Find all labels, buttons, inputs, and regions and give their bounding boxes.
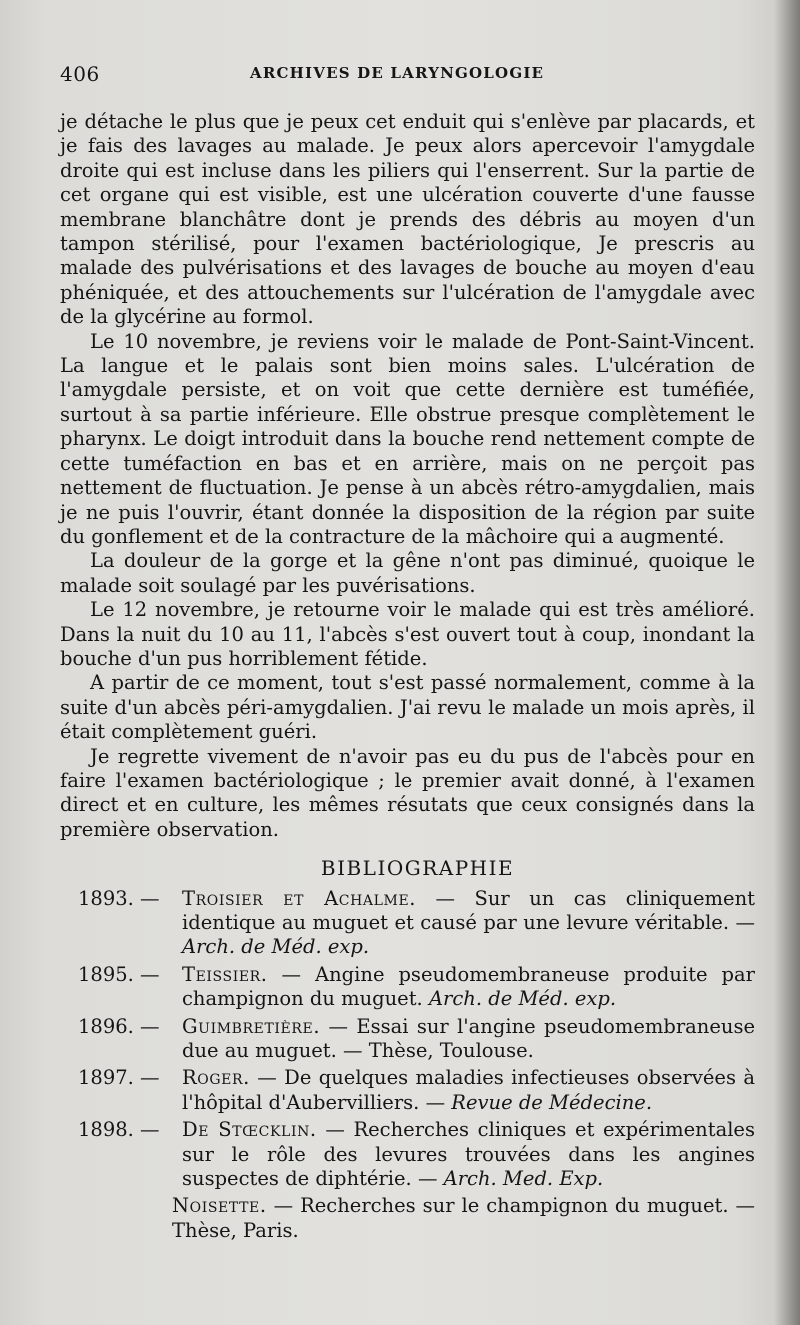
bibliography-entry xyxy=(60,1066,755,1115)
entry-text: — Angine pseudomembraneuse produite par champignon du muguet. xyxy=(182,962,755,1011)
entry-text: — Recherches cliniques et expérimentales sur le rôle des levures trouvées dans les angines suspectes de diphtérie. — xyxy=(182,1118,755,1191)
page-number: 406 xyxy=(60,62,100,86)
entry-text: — Essai sur l'angine pseudomembraneuse due au muguet. — Thèse, Toulouse. xyxy=(182,1014,755,1063)
paragraph: Je regrette vivement de n'avoir pas eu du pus de l'abcès pour en faire l'examen bactériologique ; le premier avait donné, à l'examen direct et en culture, les mêmes résutats que ceux consignés dans la première observation. xyxy=(60,744,755,841)
entry-author: Teissier. xyxy=(182,962,268,986)
entry-source: Arch. de Méd. exp. xyxy=(182,935,370,959)
page-body xyxy=(60,110,755,1246)
entry-year: 1895. — xyxy=(78,962,160,986)
bibliography-entry xyxy=(60,1015,755,1064)
entry-year: 1896. — xyxy=(78,1014,160,1038)
bibliography-entry xyxy=(60,963,755,1012)
entry-author: Guimbretière. xyxy=(182,1014,321,1038)
entry-author: Roger. xyxy=(182,1066,250,1090)
entry-text: — Recherches sur le champignon du muguet. — Thèse, Paris. xyxy=(172,1194,755,1242)
entry-author: Noisette. xyxy=(172,1194,267,1218)
paragraph: A partir de ce moment, tout s'est passé normalement, comme à la suite d'un abcès péri-amygdalien. J'ai revu le malade un mois après, il était complètement guéri. xyxy=(60,671,755,744)
running-title: ARCHIVES DE LARYNGOLOGIE xyxy=(250,64,545,82)
entry-author: Troisier et Achalme. xyxy=(182,886,417,910)
entry-year: 1893. — xyxy=(78,886,160,910)
page-header xyxy=(60,62,700,94)
entry-author: De Stœcklin. xyxy=(182,1118,317,1142)
entry-source: Revue de Médecine. xyxy=(451,1090,653,1114)
bibliography-entry xyxy=(60,1194,755,1243)
entry-text: — Sur un cas cliniquement identique au muguet et causé par une levure véritable. — xyxy=(182,886,755,934)
paragraph: La douleur de la gorge et la gêne n'ont pas diminué, quoique le malade soit soulagé par les puvérisations. xyxy=(60,549,755,597)
entry-source: Arch. Med. Exp. xyxy=(443,1167,604,1191)
paragraph: Le 12 novembre, je retourne voir le malade qui est très amélioré. Dans la nuit du 10 au 11, l'abcès s'est ouvert tout à coup, inondant la bouche d'un pus horriblement fétide. xyxy=(60,598,755,670)
entry-source: Arch. de Méd. exp. xyxy=(428,987,617,1011)
page-edge-shadow xyxy=(774,0,800,1325)
bibliography-entry xyxy=(60,887,755,960)
paragraph: Le 10 novembre, je reviens voir le malade de Pont-Saint-Vincent. La langue et le palais sont bien moins sales. L'ulcération de l'amygdale persiste, et on voit que cette dernière est tuméfiée, surtout à sa partie inférieure. Elle obstrue presque complètement le pharynx. Le doigt introduit dans la bouche rend nettement compte de cette tuméfaction en bas et en arrière, mais on ne perçoit pas nettement de fluctuation. Je pense à un abcès rétro-amygdalien, mais je ne puis l'ouvrir, étant donnée la disposition de la région par suite du gonflement et de la contracture de la mâchoire qui a augmenté. xyxy=(60,329,755,548)
entry-text: — De quelques maladies infectieuses observées à l'hôpital d'Aubervilliers. — xyxy=(182,1066,755,1114)
bibliography-title: BIBLIOGRAPHIE xyxy=(320,856,515,881)
bibliography-entry xyxy=(60,1118,755,1191)
entry-year: 1897. — xyxy=(78,1066,160,1090)
paragraph: je détache le plus que je peux cet enduit qui s'enlève par placards, et je fais des lavages au malade. Je peux alors apercevoir l'amygdale droite qui est incluse dans les piliers qui l'enserrent. Sur la partie de cet organe qui est visible, est une ulcération couverte d'une fausse membrane blanchâtre dont je prends des débris au moyen d'un tampon stérilisé, pour l'examen bactériologique, Je prescris au malade des pulvérisations et des lavages de bouche au moyen d'eau phéniquée, et des attouchements sur l'ulcération de l'amygdale avec de la glycérine au formol. xyxy=(60,110,755,329)
entry-year: 1898. — xyxy=(78,1118,160,1142)
